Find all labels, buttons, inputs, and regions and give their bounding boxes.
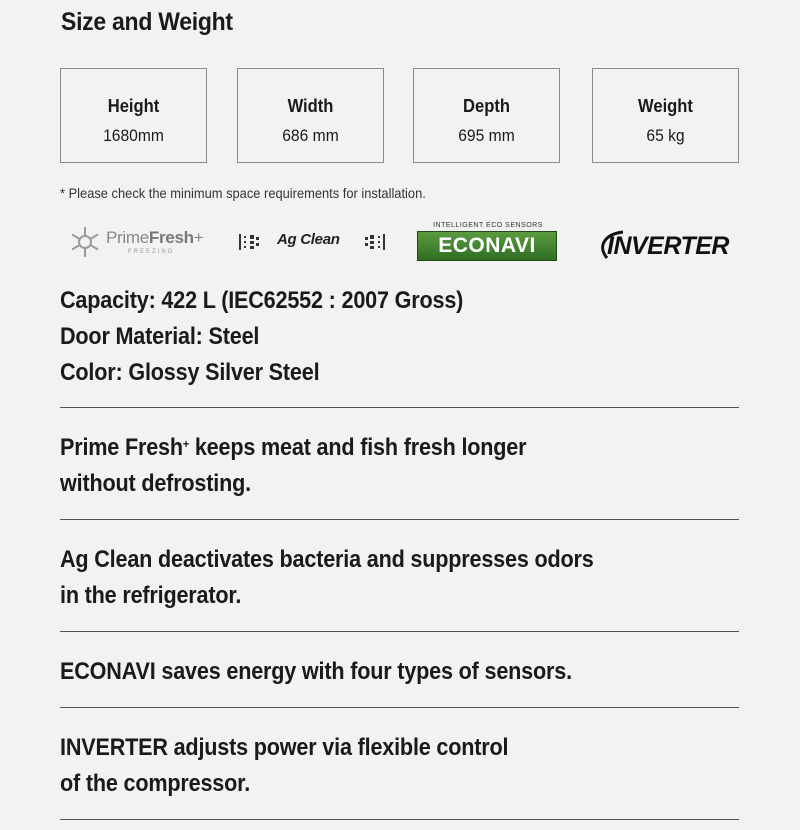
- econavi-feature-line1: ECONAVI saves energy with four types of sensors.: [60, 658, 572, 685]
- agclean-feature-line2: in the refrigerator.: [60, 582, 242, 609]
- inverter-feature-line2: of the compressor.: [60, 770, 251, 797]
- height-spec-card: [60, 68, 207, 163]
- height-label: Height: [107, 96, 160, 116]
- capacity-spec: Capacity: 422 L (IEC62552 : 2007 Gross): [60, 287, 464, 314]
- inverter-logo: [597, 218, 742, 262]
- econavi-feature: [60, 654, 572, 690]
- agclean-feature-line1: Ag Clean deactivates bacteria and suppresses odors: [60, 546, 594, 573]
- econavi-logo-badge: ECONAVI: [417, 231, 557, 261]
- width-label: Width: [287, 96, 334, 116]
- door-material-spec: Door Material: Steel: [60, 323, 260, 350]
- inverter-logo-text: INVERTER: [607, 232, 729, 260]
- page-title: Size and Weight: [61, 8, 233, 36]
- divider: [60, 407, 739, 408]
- depth-spec-card: [413, 68, 560, 163]
- econavi-logo: [417, 222, 559, 262]
- ag-particles-left-icon: [237, 232, 263, 252]
- agclean-feature: [60, 542, 594, 614]
- feature-logos: [0, 218, 800, 268]
- height-value: 1680mm: [103, 126, 164, 145]
- divider: [60, 819, 739, 820]
- primefresh-logo: [68, 220, 208, 260]
- weight-value: 65 kg: [646, 126, 685, 145]
- depth-value: 695 mm: [458, 126, 515, 145]
- primefresh-feature-line2: without defrosting.: [60, 470, 251, 497]
- inverter-feature-line1: INVERTER adjusts power via flexible control: [60, 734, 509, 761]
- width-value: 686 mm: [282, 126, 339, 145]
- snowflake-icon: [68, 225, 102, 259]
- econavi-logo-tagline: INTELLIGENT ECO SENSORS: [433, 222, 543, 229]
- weight-spec-card: [592, 68, 739, 163]
- width-spec-card: [237, 68, 384, 163]
- installation-note: * Please check the minimum space requirements for installation.: [60, 185, 426, 201]
- primefresh-logo-text: PrimeFresh+: [106, 228, 204, 247]
- divider: [60, 519, 739, 520]
- color-spec: Color: Glossy Silver Steel: [60, 359, 320, 386]
- product-specs: [60, 283, 508, 391]
- agclean-logo-text: Ag Clean: [277, 231, 340, 248]
- inverter-feature: [60, 730, 508, 802]
- ag-particles-right-icon: [361, 232, 387, 252]
- agclean-logo: [237, 218, 387, 258]
- primefresh-logo-subtext: FREEZING: [128, 249, 175, 255]
- primefresh-feature-line1: Prime Fresh+ keeps meat and fish fresh longer: [60, 434, 527, 461]
- divider: [60, 631, 739, 632]
- divider: [60, 707, 739, 708]
- depth-label: Depth: [463, 96, 510, 116]
- primefresh-feature: [60, 430, 526, 502]
- weight-label: Weight: [638, 96, 693, 116]
